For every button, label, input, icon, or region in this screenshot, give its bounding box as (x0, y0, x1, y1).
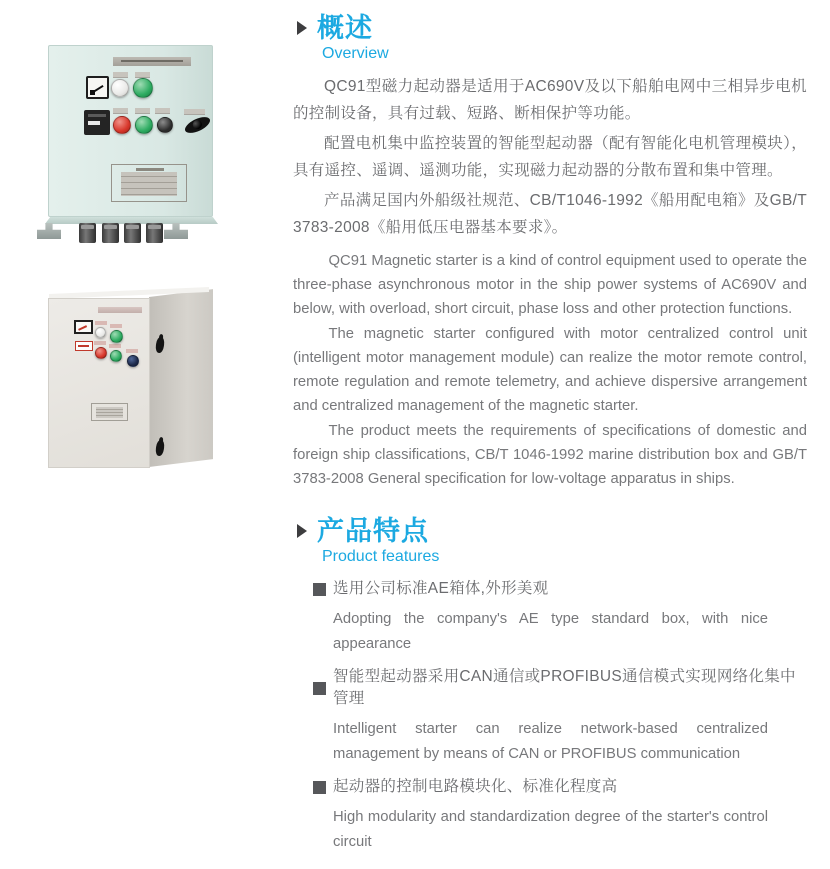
section-header (293, 515, 807, 547)
features-title-en: Product features (322, 548, 440, 565)
cable-gland (79, 223, 96, 243)
pushbutton-green (133, 78, 153, 98)
pushbutton-black (157, 117, 173, 133)
mounting-foot (37, 223, 61, 239)
feature-cn-row (313, 776, 807, 798)
feature-item (313, 578, 807, 657)
section-header (293, 12, 807, 44)
button-label-plate (184, 109, 205, 115)
product-photo-front-view (48, 45, 213, 217)
feature-cn-row (313, 666, 807, 710)
overview-english-text (293, 249, 807, 491)
pushbutton-green (135, 116, 153, 134)
overview-paragraph-cn: QC91型磁力起动器是适用于AC690V及以下船舶电网中三相异步电机的控制设备，具有过载、短路、断相保护等功能。 (293, 78, 807, 122)
overview-paragraph-en: The magnetic starter configured with motor centralized control unit (intelligent motor management module) can realize the motor remote control, remote regulation and remote telemetry, and achieve dispersive arrangement and centralized management of the magnetic starter. (293, 326, 807, 414)
features-section (293, 515, 807, 855)
button-label-plate (94, 341, 106, 345)
overview-chinese-text (293, 73, 807, 241)
pushbutton-red (113, 116, 131, 134)
cabinet-top-label (98, 307, 142, 313)
button-label-plate (113, 108, 128, 114)
section-arrow-icon (297, 21, 307, 35)
button-label-plate (126, 349, 138, 353)
section-arrow-icon (297, 524, 307, 538)
text-column (293, 12, 807, 864)
overview-title-cn: 概述 (317, 13, 373, 43)
feature-list (313, 578, 807, 855)
mounting-foot (164, 223, 188, 239)
pushbutton-green (110, 330, 123, 343)
feature-item (313, 776, 807, 855)
cabinet-front-panel (48, 298, 150, 468)
feature-text-cn: 智能型起动器采用CAN通信或PROFIBUS通信模式实现网络化集中管理 (333, 668, 796, 707)
indicator-label (75, 341, 93, 351)
ammeter-gauge (86, 76, 109, 99)
feature-text-cn: 起动器的控制电路模块化、标准化程度高 (333, 778, 618, 795)
feature-text-en: Intelligent starter can realize network-based centralized management by means of CAN or PROFIBUS communication (333, 721, 768, 762)
overview-paragraph-cn: 产品满足国内外船级社规范、CB/T1046-1992《船用配电箱》及GB/T 3783-2008《船用低压电器基本要求》。 (293, 192, 807, 236)
cable-gland (146, 223, 163, 243)
cable-gland (124, 223, 141, 243)
feature-bullet-icon (313, 781, 326, 794)
ammeter-gauge (74, 320, 93, 334)
button-label-plate (135, 108, 150, 114)
button-label-plate (110, 324, 122, 328)
overview-paragraph-cn: 配置电机集中监控装置的智能型起动器（配有智能化电机管理模块），具有遥控、遥调、遥测功能，实现磁力起动器的分散布置和集中管理。 (293, 135, 807, 179)
button-label-plate (95, 321, 107, 325)
cabinet-top-label (113, 57, 191, 66)
button-label-plate (109, 344, 121, 348)
feature-text-cn: 选用公司标准AE箱体,外形美观 (333, 580, 549, 597)
pushbutton-navy (127, 355, 139, 367)
pushbutton-white (111, 79, 129, 97)
overview-paragraph-en: QC91 Magnetic starter is a kind of control equipment used to operate the three-phase asynchronous motor in the ship power systems of AC690V and below, with overload, short circuit, phase loss and other protection functions. (293, 253, 807, 317)
pushbutton-white (95, 327, 106, 338)
circuit-breaker (84, 110, 110, 135)
nameplate (111, 164, 187, 202)
feature-item (313, 666, 807, 767)
feature-text-en: Adopting the company's AE type standard box, with nice appearance (333, 611, 768, 652)
cable-gland (102, 223, 119, 243)
overview-paragraph-en: The product meets the requirements of specifications of domestic and foreign ship classifications, CB/T 1046-1992 marine distribution box and GB/T 3783-2008 General specification for low-voltage apparatus in ships. (293, 423, 807, 487)
feature-bullet-icon (313, 682, 326, 695)
rotary-switch-handle (183, 114, 213, 136)
product-photo-perspective-view (48, 287, 215, 472)
feature-cn-row (313, 578, 807, 600)
button-label-plate (155, 108, 170, 114)
pushbutton-green (110, 350, 122, 362)
feature-bullet-icon (313, 583, 326, 596)
overview-section (293, 12, 807, 491)
feature-text-en: High modularity and standardization degree of the starter's control circuit (333, 809, 768, 850)
features-title-cn: 产品特点 (317, 516, 429, 546)
button-label-plate (113, 72, 128, 78)
overview-title-en: Overview (322, 45, 389, 62)
pushbutton-red (95, 347, 107, 359)
nameplate (91, 403, 128, 421)
